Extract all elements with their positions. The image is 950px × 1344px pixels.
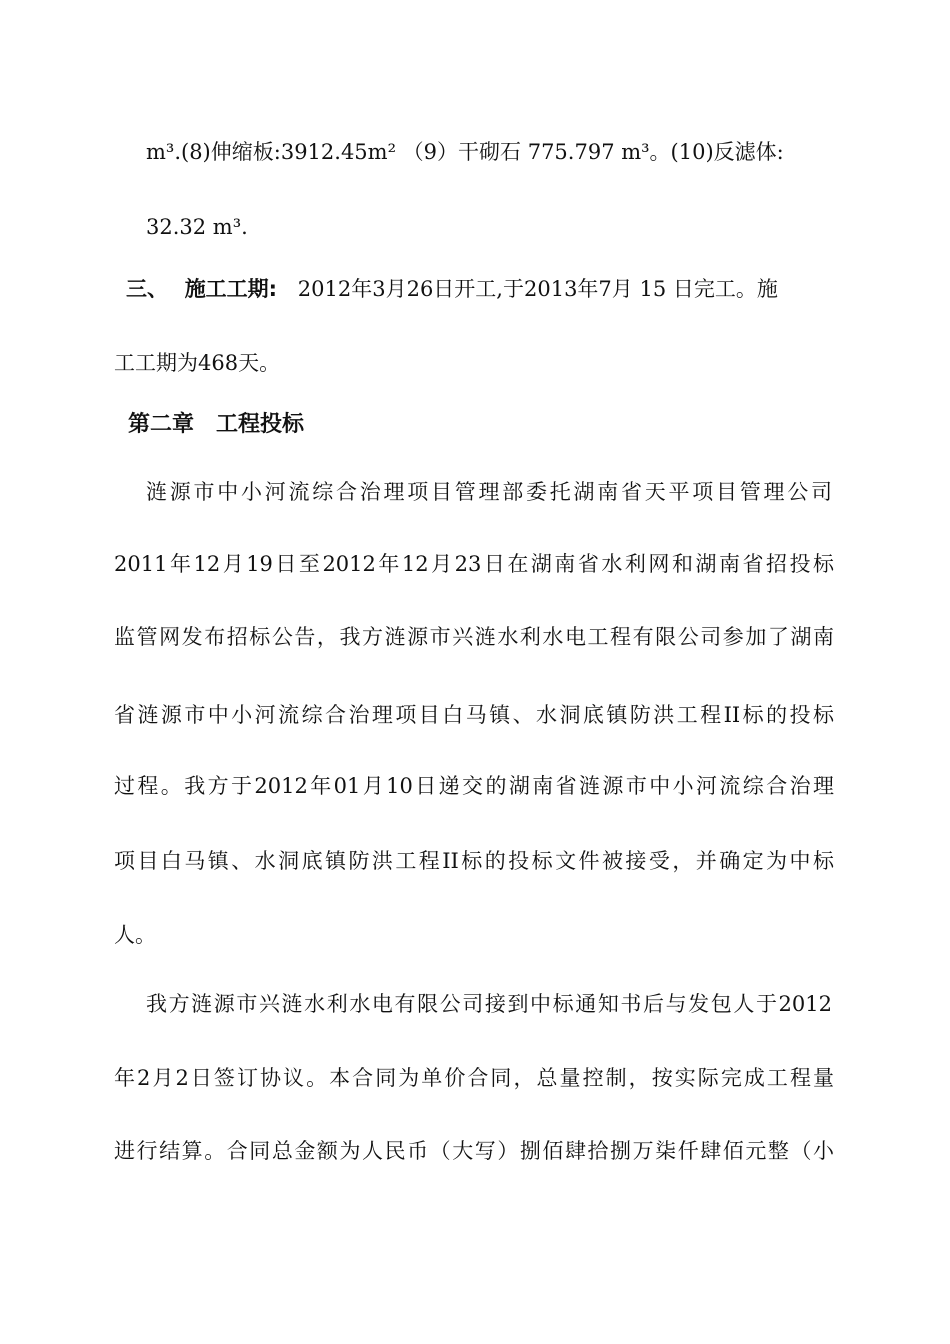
paragraph-line: 省涟源市中小河流综合治理项目白马镇、水洞底镇防洪工程II标的投标 — [114, 703, 834, 727]
text-line: 32.32 m³. — [146, 215, 248, 239]
paragraph-line: 进行结算。合同总金额为人民币（大写）捌佰肆拾捌万柒仟肆佰元整（小 — [114, 1139, 834, 1163]
paragraph-line: 2011年12月19日至2012年12月23日在湖南省水利网和湖南省招投标 — [114, 552, 834, 576]
paragraph-line: 我方涟源市兴涟水利水电有限公司接到中标通知书后与发包人于2012 — [146, 992, 832, 1016]
section-text: 2012年3月26日开工,于2013年7月 15 日完工。施 — [297, 277, 778, 301]
paragraph-line: 项目白马镇、水洞底镇防洪工程II标的投标文件被接受，并确定为中标 — [114, 849, 834, 873]
text-line: m³.(8)伸缩板:3912.45m² （9）干砌石 775.797 m³。(10)反滤体: — [146, 140, 784, 164]
paragraph-line: 过程。我方于2012年01月10日递交的湖南省涟源市中小河流综合治理 — [114, 774, 834, 798]
paragraph-line: 涟源市中小河流综合治理项目管理部委托湖南省天平项目管理公司 — [146, 480, 832, 504]
chapter-heading: 第二章 工程投标 — [128, 412, 305, 437]
section-heading-line — [126, 274, 846, 304]
section-title: 施工工期: — [184, 277, 278, 301]
paragraph-line: 人。 — [114, 923, 156, 947]
text-line: 工工期为468天。 — [114, 351, 281, 375]
section-number: 三、 — [126, 277, 168, 301]
paragraph-line: 年2月2日签订协议。本合同为单价合同，总量控制，按实际完成工程量 — [114, 1066, 834, 1090]
paragraph-line: 监管网发布招标公告，我方涟源市兴涟水利水电工程有限公司参加了湖南 — [114, 625, 834, 649]
